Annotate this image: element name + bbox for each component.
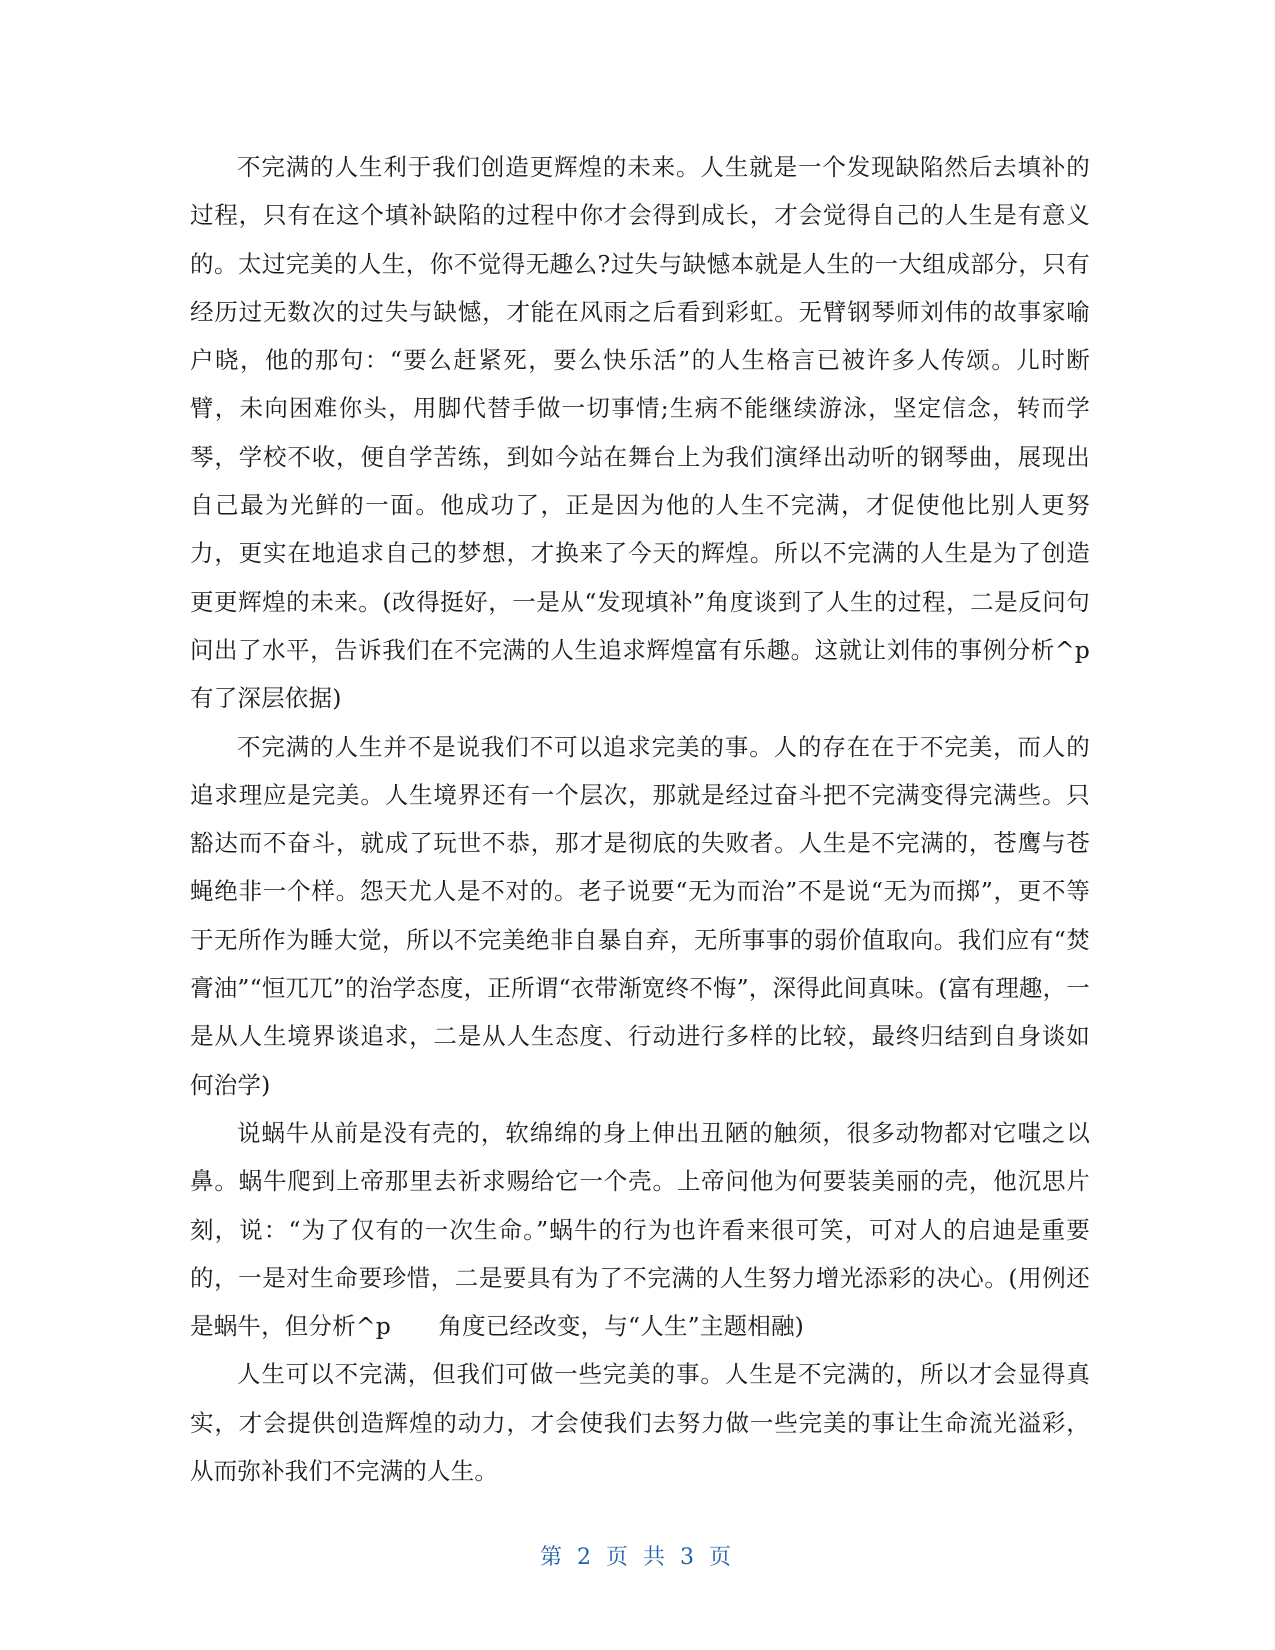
paragraph-4: 人生可以不完满，但我们可做一些完美的事。人生是不完满的，所以才会显得真实，才会提供创造辉煌的动力，才会使我们去努力做一些完美的事让生命流光溢彩，从而弥补我们不完满的人生。 xyxy=(190,1360,1090,1486)
paragraph-2: 不完满的人生并不是说我们不可以追求完美的事。人的存在在于不完美，而人的追求理应是完美。人生境界还有一个层次，那就是经过奋斗把不完满变得完满些。只豁达而不奋斗，就成了玩世不恭，那才是彻底的失败者。人生是不完满的，苍鹰与苍蝇绝非一个样。怨天尤人是不对的。老子说要“无为而治”不是说“无为而掷”，更不等于无所作为睡大觉，所以不完美绝非自暴自弃，无所事事的弱价值取向。我们应有“焚膏油”“恒兀兀”的治学态度，正所谓“衣带渐宽终不悔”，深得此间真味。(富有理趣，一是从人生境界谈追求，二是从人生态度、行动进行多样的比较，最终归结到自身谈如何治学) xyxy=(190,732,1090,1099)
page-number-footer: 第 2 页 共 3 页 xyxy=(540,1545,735,1570)
paragraph-3: 说蜗牛从前是没有壳的，软绵绵的身上伸出丑陋的触须，很多动物都对它嗤之以鼻。蜗牛爬到上帝那里去祈求赐给它一个壳。上帝问他为何要装美丽的壳，他沉思片刻，说：“为了仅有的一次生命。”蜗牛的行为也许看来很可笑，可对人的启迪是重要的，一是对生命要珍惜，二是要具有为了不完满的人生努力增光添彩的决心。(用例还是蜗牛，但分析^p 角度已经改变，与“人生”主题相融) xyxy=(190,1118,1090,1341)
paragraph-1: 不完满的人生利于我们创造更辉煌的未来。人生就是一个发现缺陷然后去填补的过程，只有在这个填补缺陷的过程中你才会得到成长，才会觉得自己的人生是有意义的。太过完美的人生，你不觉得无趣么?过失与缺憾本就是人生的一大组成部分，只有经历过无数次的过失与缺憾，才能在风雨之后看到彩虹。无臂钢琴师刘伟的故事家喻户晓，他的那句：“要么赶紧死，要么快乐活”的人生格言已被许多人传颂。儿时断臂，未向困难你头，用脚代替手做一切事情;生病不能继续游泳，坚定信念，转而学琴，学校不收，便自学苦练，到如今站在舞台上为我们演绎出动听的钢琴曲，展现出自己最为光鲜的一面。他成功了，正是因为他的人生不完满，才促使他比别人更努力，更实在地追求自己的梦想，才换来了今天的辉煌。所以不完满的人生是为了创造更更辉煌的未来。(改得挺好，一是从“发现填补”角度谈到了人生的过程，二是反问句问出了水平，告诉我们在不完满的人生追求辉煌富有乐趣。这就让刘伟的事例分析^p 有了深层依据) xyxy=(190,153,1138,713)
body-text xyxy=(190,143,1138,1495)
